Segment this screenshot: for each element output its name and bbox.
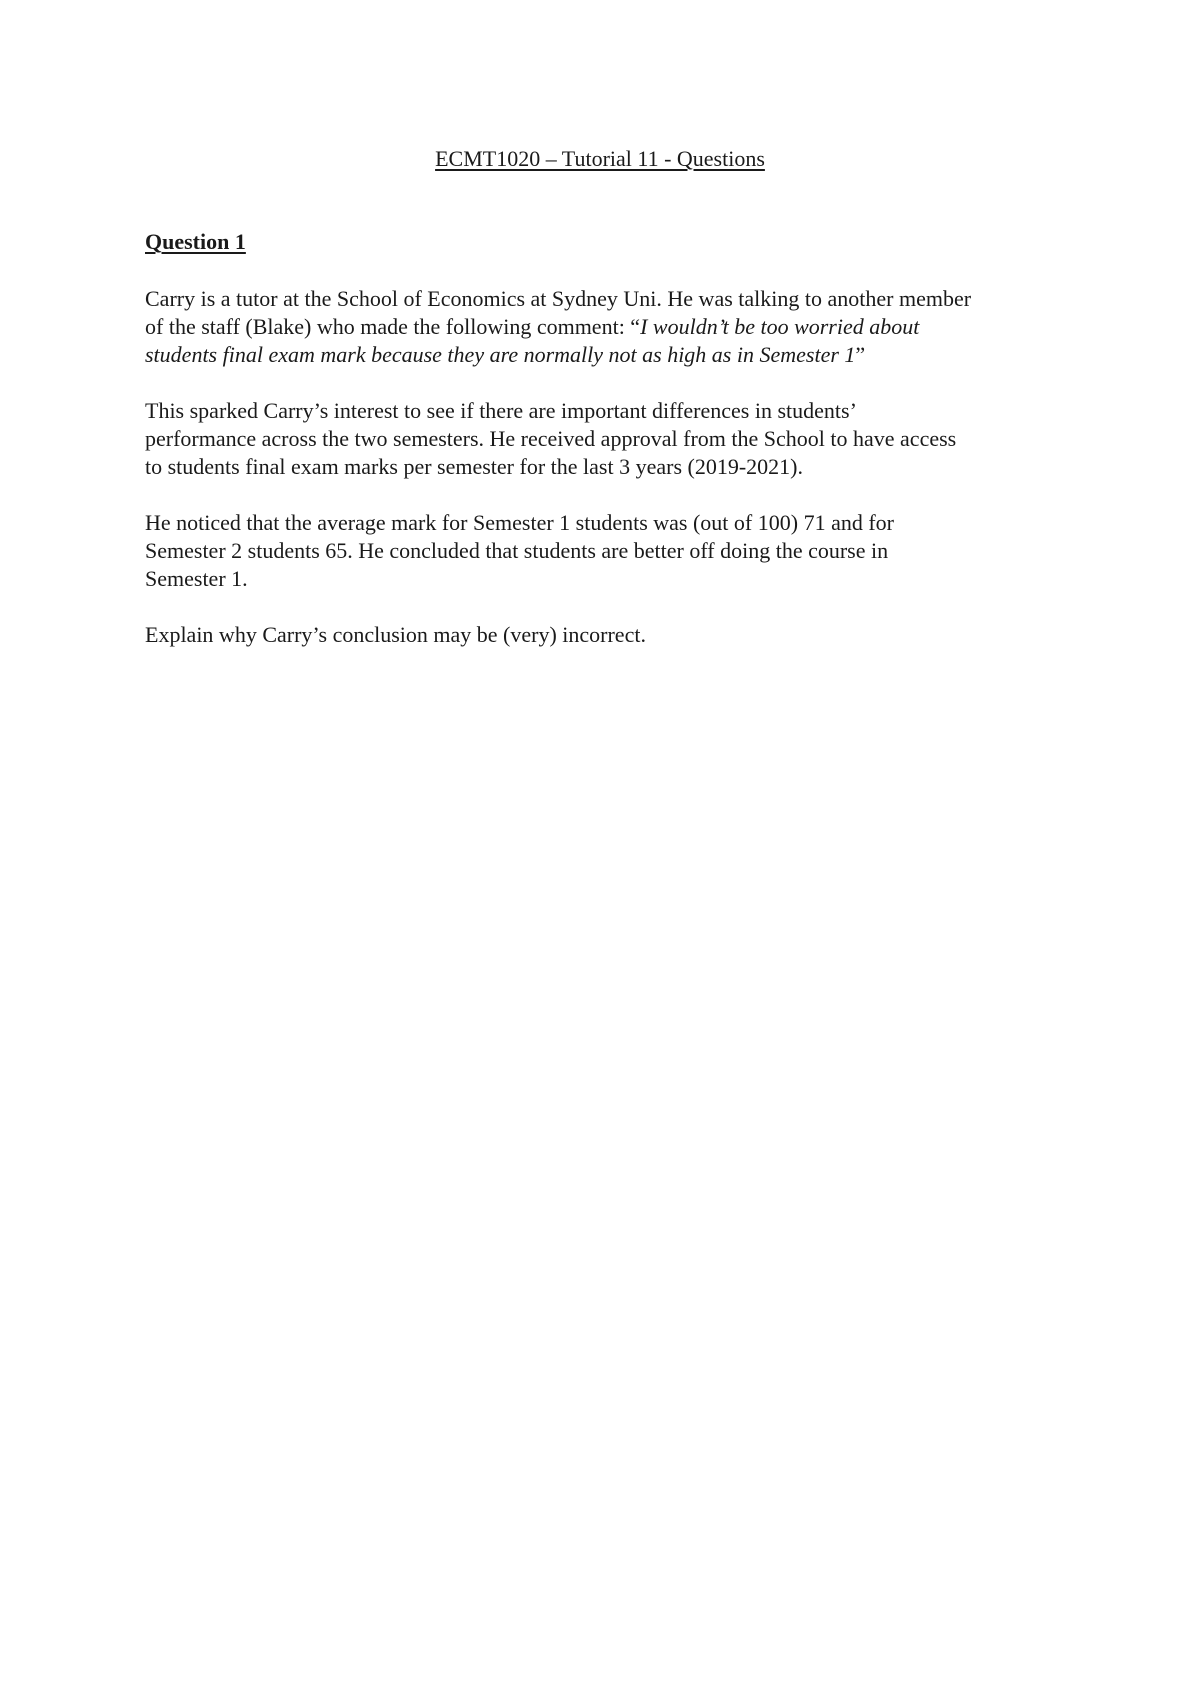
paragraph-line: [145, 341, 1075, 369]
paragraph-line: Explain why Carry’s conclusion may be (very) incorrect.: [145, 622, 646, 647]
paragraph-text: of the staff (Blake) who made the following comment: “: [145, 314, 641, 339]
quoted-comment: students final exam mark because they are normally not as high as in Semester 1: [145, 342, 856, 367]
paragraph-interest: [145, 397, 1075, 481]
paragraph-line: Semester 2 students 65. He concluded that students are better off doing the course in: [145, 538, 889, 563]
quoted-comment: I wouldn’t be too worried about: [640, 314, 920, 339]
paragraph-line: He noticed that the average mark for Semester 1 students was (out of 100) 71 and for: [145, 510, 894, 535]
document-title: ECMT1020 – Tutorial 11 - Questions: [435, 146, 765, 171]
paragraph-task: [145, 621, 1075, 649]
paragraph-line: Carry is a tutor at the School of Economics at Sydney Uni. He was talking to another member: [145, 286, 972, 311]
paragraph-line: [145, 313, 1075, 341]
paragraph-line: This sparked Carry’s interest to see if there are important differences in students’: [145, 398, 857, 423]
question-heading: Question 1: [145, 229, 246, 254]
paragraph-context: [145, 285, 1075, 369]
paragraph-line: to students final exam marks per semester for the last 3 years (2019-2021).: [145, 454, 803, 479]
document-body: [145, 228, 1075, 677]
paragraph-findings: [145, 509, 1075, 593]
paragraph-text: ”: [855, 342, 866, 367]
paragraph-line: performance across the two semesters. He received approval from the School to have access: [145, 426, 957, 451]
paragraph-line: Semester 1.: [145, 566, 248, 591]
